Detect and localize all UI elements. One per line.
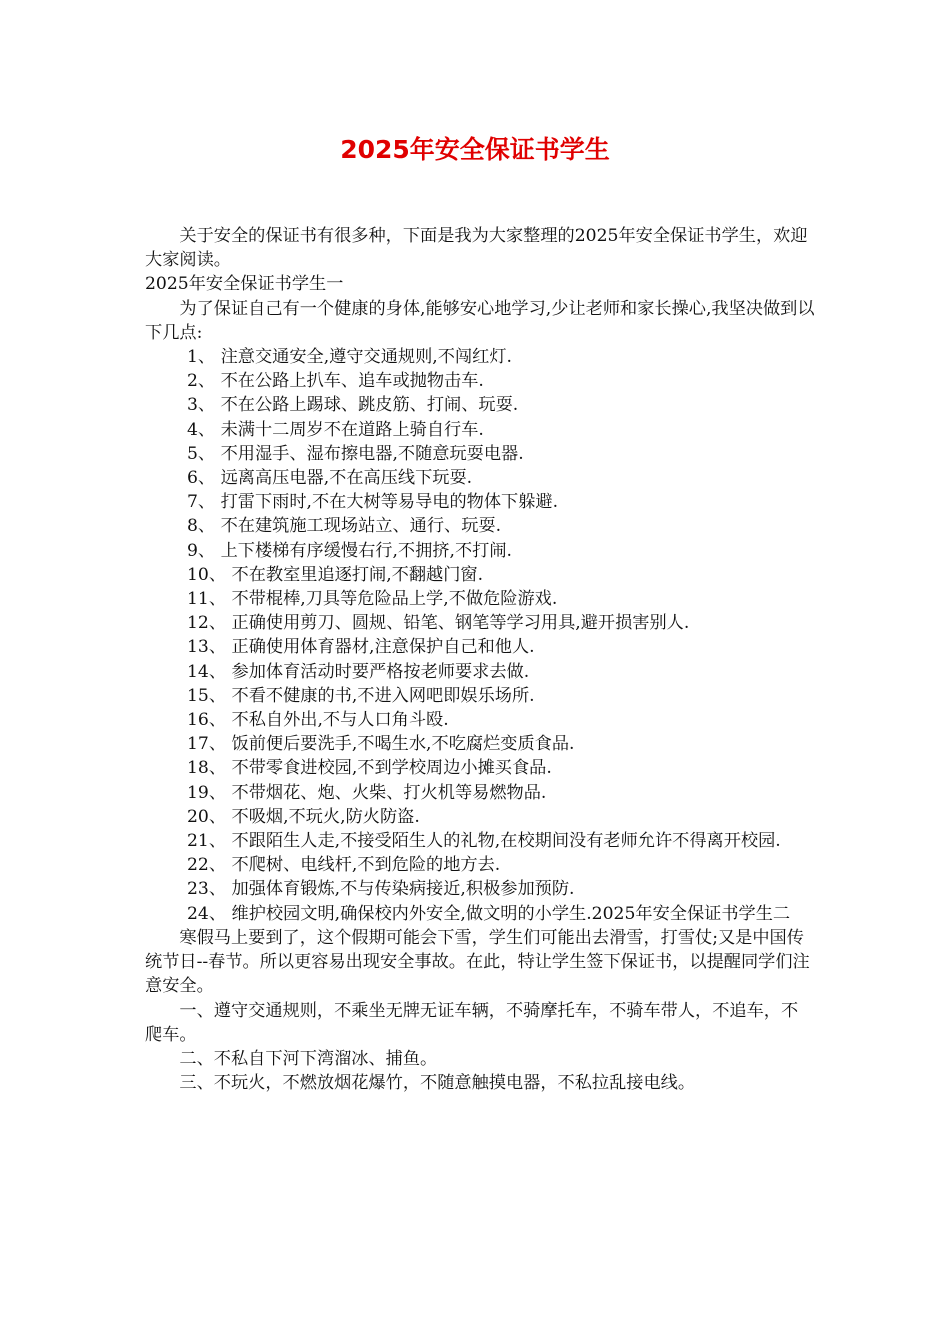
list-item: 13、 正确使用体育器材,注意保护自己和他人.	[187, 637, 535, 658]
list-item: 11、 不带棍棒,刀具等危险品上学,不做危险游戏.	[187, 589, 558, 610]
list-item: 19、 不带烟花、炮、火柴、打火机等易燃物品.	[187, 782, 547, 803]
section1-lead: 为了保证自己有一个健康的身体,能够安心地学习,少让老师和家长操心,我坚决做到以下几点:	[145, 298, 815, 343]
list-item: 18、 不带零食进校园,不到学校周边小摊买食品.	[187, 758, 552, 779]
list-item: 14、 参加体育活动时要严格按老师要求去做.	[187, 661, 530, 682]
list-item: 5、 不用湿手、湿布擦电器,不随意玩耍电器.	[187, 443, 524, 464]
list-item: 6、 远离高压电器,不在高压线下玩耍.	[187, 468, 473, 489]
list-item: 9、 上下楼梯有序缓慢右行,不拥挤,不打闹.	[187, 540, 512, 561]
document-title: 2025年安全保证书学生	[340, 135, 610, 164]
list-item: 23、 加强体育锻炼,不与传染病接近,积极参加预防.	[187, 879, 575, 900]
list-item: 24、 维护校园文明,确保校内外安全,做文明的小学生.2025年安全保证书学生二	[187, 903, 791, 924]
section1-heading: 2025年安全保证书学生一	[145, 274, 344, 295]
list-item: 15、 不看不健康的书,不进入网吧即娱乐场所.	[187, 685, 535, 706]
list-item: 16、 不私自外出,不与人口角斗殴.	[187, 710, 449, 731]
list-item: 17、 饭前便后要洗手,不喝生水,不吃腐烂变质食品.	[187, 734, 575, 755]
intro-paragraph: 关于安全的保证书有很多种，下面是我为大家整理的2025年安全保证书学生，欢迎大家阅读。	[145, 226, 808, 271]
section2-point: 三、不玩火，不燃放烟花爆竹，不随意触摸电器，不私拉乱接电线。	[179, 1073, 696, 1094]
document-body	[145, 224, 815, 1095]
list-item: 7、 打雷下雨时,不在大树等易导电的物体下躲避.	[187, 492, 559, 513]
list-item: 1、 注意交通安全,遵守交通规则,不闯红灯.	[187, 347, 512, 368]
section2-point: 一、遵守交通规则，不乘坐无牌无证车辆，不骑摩托车，不骑车带人，不追车，不爬车。	[145, 1000, 799, 1045]
list-item: 20、 不吸烟,不玩火,防火防盗.	[187, 806, 420, 827]
list-item: 2、 不在公路上扒车、追车或抛物击车.	[187, 371, 484, 392]
section2-lead: 寒假马上要到了，这个假期可能会下雪，学生们可能出去滑雪，打雪仗;又是中国传统节日--春节。所以更容易出现安全事故。在此，特让学生签下保证书，以提醒同学们注意安全。	[145, 927, 810, 997]
list-item: 12、 正确使用剪刀、圆规、铅笔、钢笔等学习用具,避开损害别人.	[187, 613, 690, 634]
list-item: 22、 不爬树、电线杆,不到危险的地方去.	[187, 855, 501, 876]
list-item: 21、 不跟陌生人走,不接受陌生人的礼物,在校期间没有老师允许不得离开校园.	[187, 831, 781, 852]
list-item: 3、 不在公路上踢球、跳皮筋、打闹、玩耍.	[187, 395, 519, 416]
list-item: 8、 不在建筑施工现场站立、通行、玩耍.	[187, 516, 502, 537]
list-item: 10、 不在教室里追逐打闹,不翻越门窗.	[187, 564, 484, 585]
list-item: 4、 未满十二周岁不在道路上骑自行车.	[187, 419, 484, 440]
section2-point: 二、不私自下河下湾溜冰、捕鱼。	[179, 1048, 438, 1069]
pledge-list	[145, 345, 815, 926]
